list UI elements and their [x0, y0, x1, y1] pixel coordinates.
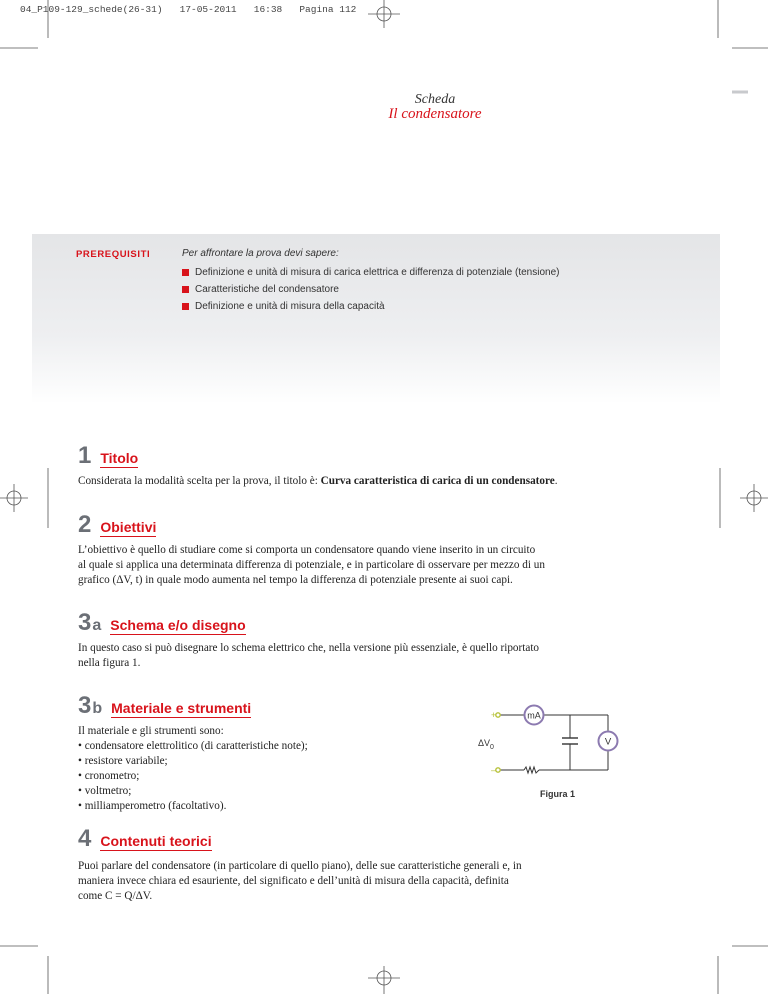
- list-item: [182, 265, 559, 280]
- text-line: Puoi parlare del condensatore (in particolare di quello piano), delle sue caratteristiche generali e, in: [78, 860, 522, 872]
- section-4-heading: [78, 825, 212, 853]
- text-line: come C = Q/ΔV.: [78, 890, 153, 902]
- prerequisites-content: [182, 248, 559, 316]
- text-line: al quale si applica una determinata differenza di potenziale, e in particolare di osservare per mezzo di un: [78, 559, 545, 571]
- capacitor-icon: [562, 738, 578, 744]
- section-2-heading: [78, 511, 156, 539]
- section-number: 3: [78, 609, 92, 636]
- section-title: Schema e/o disegno: [110, 617, 246, 633]
- circuit-diagram: [472, 704, 632, 784]
- page-header: [360, 92, 510, 123]
- voltmeter-label: V: [604, 736, 612, 748]
- list-item: • voltmetro;: [78, 785, 132, 797]
- section-1-text: [78, 474, 692, 489]
- section-4-text: [78, 859, 692, 904]
- prerequisite-text: Definizione e unità di misura della capacità: [195, 301, 385, 312]
- list-item: • milliamperometro (facoltativo).: [78, 800, 227, 812]
- section-number: 4: [78, 825, 92, 852]
- section-title: Obiettivi: [100, 519, 157, 535]
- section-letter: a: [92, 617, 102, 634]
- list-item: • condensatore elettrolitico (di caratteristiche note);: [78, 740, 308, 752]
- positive-terminal-icon: [496, 713, 500, 717]
- prerequisite-text: Definizione e unità di misura di carica elettrica e differenza di potenziale (tensione): [195, 267, 560, 278]
- section-3a-text: [78, 641, 692, 671]
- prerequisite-text: Caratteristiche del condensatore: [195, 284, 339, 295]
- experiment-title: Curva caratteristica di carica di un condensatore: [320, 475, 555, 487]
- source-label: $\Delta V_0$: [478, 738, 494, 751]
- section-number: 2: [78, 511, 92, 538]
- prerequisites-intro: Per affrontare la prova devi sapere:: [182, 248, 339, 259]
- negative-terminal-icon: [496, 768, 500, 772]
- title-end: .: [554, 475, 558, 487]
- section-number: 3: [78, 692, 92, 719]
- resistor-icon: [524, 767, 539, 773]
- section-2-text: [78, 543, 692, 588]
- text-line: maniera invece chiara ed esauriente, del significato e dell’unità di misura della capacità, definita: [78, 875, 509, 887]
- list-item: • resistore variabile;: [78, 755, 168, 767]
- square-bullet-icon: [182, 286, 189, 293]
- square-bullet-icon: [182, 269, 189, 276]
- section-1-heading: [78, 442, 138, 470]
- section-3a-heading: [78, 609, 246, 637]
- header-title: Il condensatore: [388, 106, 482, 122]
- list-item: • cronometro;: [78, 770, 140, 782]
- print-slug: 04_P109-129_schede(26-31) 17-05-2011 16:38 Pagina 112: [20, 4, 357, 15]
- plus-label: +: [491, 710, 497, 720]
- prerequisites-label: PREREQUISITI: [76, 249, 151, 260]
- section-title: Contenuti teorici: [100, 833, 212, 849]
- section-3b-heading: [78, 692, 251, 720]
- list-item: [182, 282, 559, 297]
- section-number: 1: [78, 442, 92, 469]
- minus-label: –: [491, 765, 497, 775]
- text-line: grafico (ΔV, t) in quale modo aumenta nel tempo la differenza di potenziale presente ai suoi capi.: [78, 574, 513, 586]
- section-letter: b: [92, 700, 103, 717]
- section-3b-text: [78, 724, 418, 814]
- text-line: Il materiale e gli strumenti sono:: [78, 725, 224, 737]
- ammeter-label: mA: [527, 710, 541, 721]
- square-bullet-icon: [182, 303, 189, 310]
- header-label: Scheda: [414, 92, 456, 107]
- text-line: In questo caso si può disegnare lo schema elettrico che, nella versione più essenziale, è quello riportato: [78, 642, 540, 654]
- section-title: Materiale e strumenti: [111, 700, 252, 716]
- title-intro: Considerata la modalità scelta per la prova, il titolo è:: [78, 475, 321, 487]
- section-title: Titolo: [100, 450, 139, 466]
- text-line: L’obiettivo è quello di studiare come si comporta un condensatore quando viene inserito in un circuito: [78, 544, 536, 556]
- text-line: nella figura 1.: [78, 657, 141, 669]
- figure-caption: Figura 1: [540, 789, 576, 799]
- list-item: [182, 299, 559, 314]
